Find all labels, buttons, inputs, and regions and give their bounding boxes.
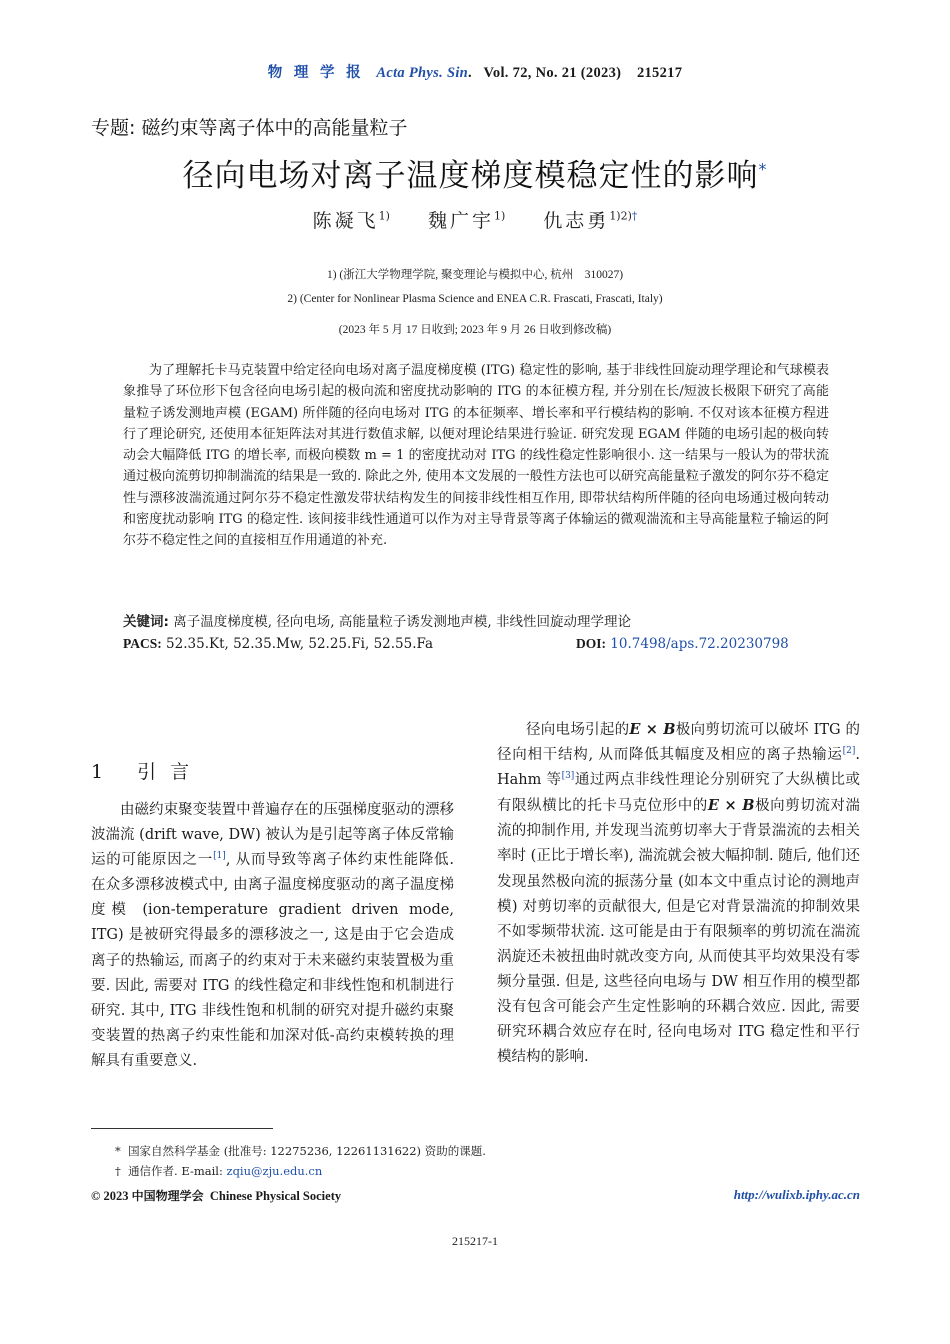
citation-2[interactable]: [2]: [842, 746, 856, 757]
doi-link[interactable]: 10.7498/aps.72.20230798: [610, 636, 789, 652]
author-1-name: 陈凝飞: [312, 210, 379, 232]
journal-cn: 物 理 学 报: [267, 65, 365, 81]
paragraph-2-part-a: 径向电场引起的: [526, 722, 630, 738]
society-en: Chinese Physical Society: [209, 1189, 342, 1203]
journal-url[interactable]: http://wulixb.iphy.ac.cn: [733, 1187, 860, 1202]
running-header: [0, 61, 950, 82]
exb-symbol-2: E × B: [707, 797, 755, 815]
section-title: 引言: [137, 761, 204, 783]
paragraph-2-part-b: 极向剪切流可以破坏 ITG 的径向相干结构, 从而降低其幅度及相应的离子热输运: [497, 722, 861, 764]
paragraph-1-part-a: 由磁约束聚变装置中普遍存在的压强梯度驱动的漂移波湍流 (drift wave, DW) 被认为是引起等离子体反常输运的可能原因之一: [91, 802, 454, 869]
author-3: [543, 210, 637, 232]
author-3-aff-num: 1)2): [609, 209, 632, 223]
keywords: [123, 610, 829, 630]
email-link[interactable]: zqiu@zju.edu.cn: [226, 1164, 323, 1178]
paragraph-2-part-c: . Hahm 等: [497, 747, 860, 789]
paper-title-text: 径向电场对离子温度梯度模稳定性的影响: [182, 158, 759, 194]
exb-symbol-1: E × B: [629, 721, 676, 738]
journal-en: Acta Phys. Sin: [376, 65, 469, 81]
article-number: 215217: [636, 65, 683, 81]
corresponding-mark: †: [631, 209, 638, 223]
footnote-1-mark: *: [115, 1144, 121, 1158]
paragraph-2: [497, 717, 860, 1070]
received-dates: (2023 年 5 月 17 日收到; 2023 年 9 月 26 日收到修改稿): [338, 324, 612, 336]
footnote-funding: [115, 1143, 486, 1159]
paragraph-2-part-d: 通过两点非线性理论分别研究了大纵横比或有限纵横比的托卡马克位形中的: [497, 772, 860, 815]
keywords-text: 离子温度梯度模, 径向电场, 高能量粒子诱发测地声模, 非线性回旋动理学理论: [173, 614, 631, 630]
society-cn: 中国物理学会: [131, 1189, 204, 1203]
doi-label: DOI:: [576, 636, 606, 651]
paragraph-2-part-e: 极向剪切流对湍流的抑制作用, 并发现当流剪切率大于背景湍流的去相关率时 (正比于增长率), 湍流就会被大幅抑制. 随后, 他们还发现虽然极向流的振荡分量 (如本文中重点讨论的测地声模) 对剪切率的贡献很大, 但是它对背景湍流的抑制效果不如零频带状流. 这可能是由于有限频率的剪切流在湍流涡旋还未被扭曲时就改变方向, 从而使其平均效果没有零频分量强. 但是, 这些径向电场与 DW 相互作用的模型都没有包含可能会产生定性影响的环耦合效应. 因此, 需要研究环耦合效应存在时, 径向电场对 ITG 稳定性和平行模结构的影响.: [497, 798, 860, 1066]
author-list: [0, 206, 950, 233]
citation-3[interactable]: [3]: [561, 771, 575, 782]
copyright-symbol: ©: [91, 1189, 101, 1203]
author-2-aff: 1): [493, 209, 506, 223]
pacs-line: [123, 636, 829, 652]
paragraph-1: [91, 798, 454, 1074]
footnote-2-label: 通信作者. E-mail:: [128, 1164, 223, 1178]
section-heading: [91, 757, 203, 784]
author-3-name: 仇志勇: [543, 210, 610, 232]
footnote-1-text: 国家自然科学基金 (批准号: 12275236, 12261131622) 资助的课题.: [128, 1144, 486, 1158]
affiliation-2: 2) (Center for Nonlinear Plasma Science and ENEA C.R. Frascati, Frascati, Italy): [287, 293, 663, 305]
author-1-aff: 1): [378, 209, 390, 223]
author-2-name: 魏广宇: [427, 210, 494, 232]
title-footnote-mark: *: [758, 159, 768, 179]
footnote-corresponding: [115, 1163, 322, 1179]
footnote-divider: [91, 1128, 273, 1129]
copyright-year: 2023: [103, 1189, 129, 1203]
journal-dot: .: [468, 65, 472, 81]
citation-1[interactable]: [1]: [213, 851, 226, 862]
paper-title: [0, 150, 950, 195]
journal-volume: Vol. 72, No. 21 (2023): [483, 65, 622, 81]
left-column: [91, 798, 454, 1074]
pacs-label: PACS:: [123, 636, 162, 651]
pacs-codes: 52.35.Kt, 52.35.Mw, 52.25.Fi, 52.55.Fa: [166, 636, 434, 652]
affiliation-1: 1) (浙江大学物理学院, 聚变理论与模拟中心, 杭州 310027): [326, 269, 624, 281]
doi: [576, 636, 789, 652]
page-number: 215217-1: [452, 1234, 498, 1248]
author-1: [313, 210, 390, 232]
footnote-2-mark: †: [115, 1164, 121, 1178]
right-column: [497, 717, 860, 1070]
abstract: 为了理解托卡马克装置中给定径向电场对离子温度梯度模 (ITG) 稳定性的影响, 基于非线性回旋动理学理论和气球模表象推导了环位形下包含径向电场引起的极向流和密度扰动影响的 ITG 的本征模方程, 并分别在长/短波长极限下研究了高能量粒子诱发测地声模 (EGAM) 所伴随的径向电场对 ITG 的本征频率、增长率和平行模结构的影响. 不仅对该本征模方程进行了理论研究, 还使用本征矩阵法对其进行数值求解, 以便对理论结果进行验证. 研究发现 EGAM 伴随的电场引起的极向转动会大幅降低 ITG 的增长率, 而极向模数 m = 1 的密度扰动对 ITG 的线性稳定性影响很小. 这一结果与一般认为的带状流通过极向流剪切抑制湍流的结果是一致的. 除此之外, 使用本文发展的一般性方法也可以研究高能量粒子激发的阿尔芬不稳定性与漂移波湍流通过阿尔芬不稳定性激发带状结构发生的间接非线性相互作用, 即带状结构所伴随的径向电场通过极向转动和密度扰动影响 ITG 的稳定性. 该间接非线性通道可以作为对主导背景等离子体输运的微观湍流和主导高能量粒子输运的阿尔芬不稳定性之间的直接相互作用通道的补充.: [123, 363, 829, 549]
paragraph-1-part-b: , 从而导致等离子体约束性能降低. 在众多漂移波模式中, 由离子温度梯度驱动的离子温度梯度模 (ion-temperature gradient driven mode, ITG) 是被研究得最多的漂移波之一, 这是由于它会造成离子的热输运, 而离子的约束对于未来磁约束装置极为重要. 因此, 需要对 ITG 的线性稳定和非线性饱和机制进行研究. 其中, ITG 非线性饱和机制的研究对提升磁约束聚变装置的热离子约束性能和加深对低-高约束模转换的理解具有重要意义.: [91, 852, 455, 1069]
author-3-aff: [609, 210, 637, 223]
author-2: [428, 210, 505, 232]
special-topic: 专题: 磁约束等离子体中的高能量粒子: [91, 117, 408, 139]
section-number: 1: [91, 761, 118, 783]
keywords-label: 关键词:: [123, 614, 169, 630]
copyright-line: [91, 1187, 341, 1204]
